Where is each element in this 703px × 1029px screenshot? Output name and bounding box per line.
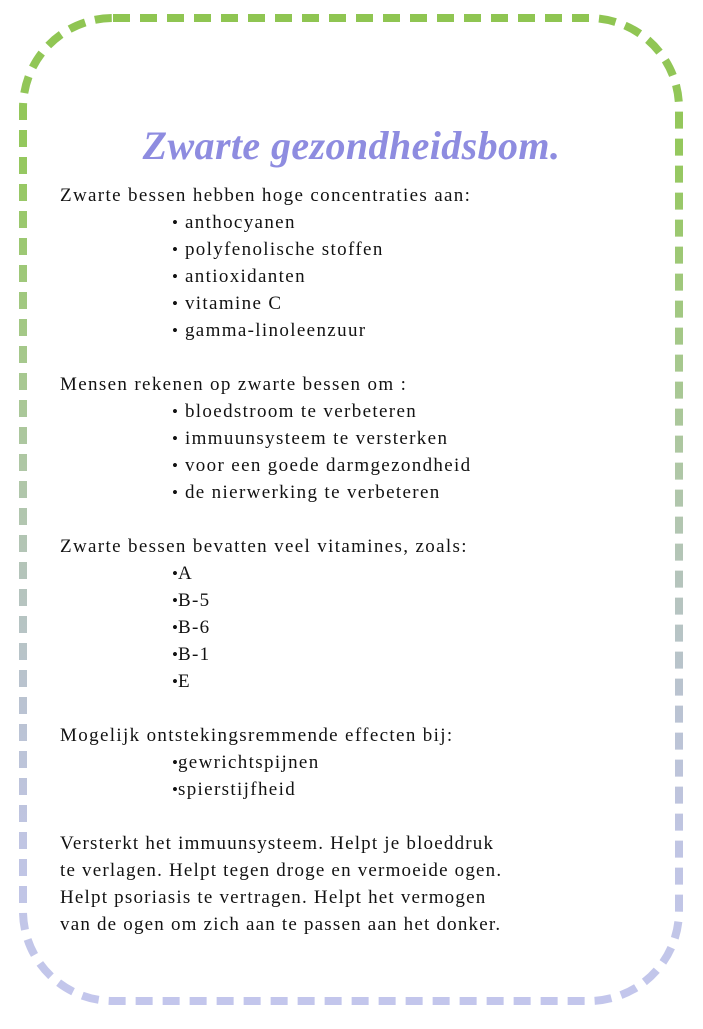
list-item: [60, 776, 660, 803]
list-item: [60, 641, 660, 668]
bullet-icon: •: [172, 753, 178, 772]
section-heading: Zwarte bessen bevatten veel vitamines, zoals:: [60, 536, 468, 557]
list-item: [60, 290, 660, 317]
bullet-icon: •: [172, 564, 178, 583]
section-heading: Mensen rekenen op zwarte bessen om :: [60, 374, 408, 395]
list-item-label: vitamine C: [184, 293, 283, 314]
paragraph-line: van de ogen om zich aan te passen aan het donker.: [60, 914, 502, 935]
list-item: [60, 668, 660, 695]
bullet-icon: •: [172, 591, 178, 610]
bullet-icon: •: [172, 483, 178, 502]
bullet-icon: •: [172, 645, 178, 664]
bullet-icon: •: [172, 456, 178, 475]
page-title: Zwarte gezondheidsbom.: [142, 122, 561, 168]
list-item-label: bloedstroom te verbeteren: [184, 401, 418, 422]
list-item-label: B-5: [177, 590, 211, 611]
content-section: [60, 371, 660, 506]
list-item: [60, 479, 660, 506]
list-item-label: voor een goede darmgezondheid: [184, 455, 472, 476]
list-item: [60, 749, 660, 776]
list-item-label: gamma-linoleenzuur: [184, 320, 367, 341]
list-item: [60, 560, 660, 587]
list-item-label: polyfenolische stoffen: [184, 239, 384, 260]
bullet-icon: •: [172, 618, 178, 637]
list-item: [60, 317, 660, 344]
bullet-icon: •: [172, 294, 178, 313]
list-item-label: A: [177, 563, 194, 584]
bullet-icon: •: [172, 240, 178, 259]
list-item: [60, 398, 660, 425]
paragraph-line: Helpt psoriasis te vertragen. Helpt het vermogen: [60, 887, 487, 908]
bullet-list: [60, 209, 660, 344]
bullet-icon: •: [172, 402, 178, 421]
list-item: [60, 614, 660, 641]
list-item-label: immuunsysteem te versterken: [184, 428, 449, 449]
list-item-label: de nierwerking te verbeteren: [184, 482, 441, 503]
list-item: [60, 263, 660, 290]
paragraph-line: Versterkt het immuunsysteem. Helpt je bloeddruk: [60, 833, 495, 854]
section-heading: Mogelijk ontstekingsremmende effecten bij:: [60, 725, 454, 746]
bullet-list: [60, 749, 660, 803]
bullet-icon: •: [172, 267, 178, 286]
bullet-list: [60, 560, 660, 695]
list-item-label: spierstijfheid: [177, 779, 297, 800]
list-item-label: gewrichtspijnen: [177, 752, 320, 773]
body-blocks: [60, 182, 660, 938]
paragraph-line: te verlagen. Helpt tegen droge en vermoeide ogen.: [60, 860, 503, 881]
list-item-label: B-6: [177, 617, 211, 638]
list-item-label: B-1: [177, 644, 211, 665]
content-section: [60, 533, 660, 695]
list-item-label: E: [177, 671, 191, 692]
list-item: [60, 236, 660, 263]
closing-paragraph: [60, 830, 660, 938]
list-item-label: anthocyanen: [184, 212, 296, 233]
bullet-icon: •: [172, 213, 178, 232]
bullet-icon: •: [172, 672, 178, 691]
bullet-icon: •: [172, 321, 178, 340]
content-section: [60, 722, 660, 803]
bullet-icon: •: [172, 780, 178, 799]
list-item: [60, 452, 660, 479]
list-item: [60, 587, 660, 614]
list-item: [60, 209, 660, 236]
section-heading: Zwarte bessen hebben hoge concentraties aan:: [60, 185, 472, 206]
content-section: [60, 182, 660, 344]
list-item: [60, 425, 660, 452]
bullet-icon: •: [172, 429, 178, 448]
list-item-label: antioxidanten: [184, 266, 306, 287]
bullet-list: [60, 398, 660, 506]
